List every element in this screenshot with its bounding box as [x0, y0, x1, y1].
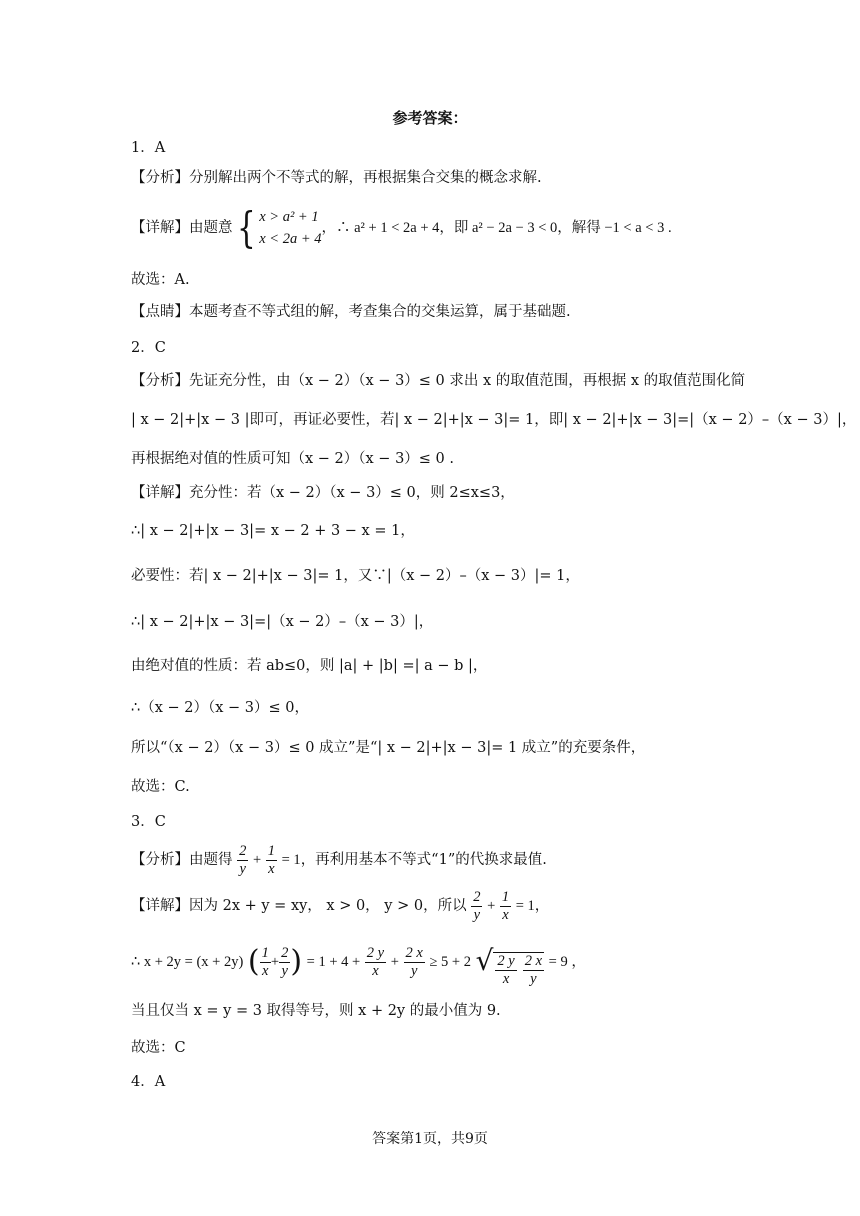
answer-2-heading: 2．C: [131, 340, 166, 356]
detail-2-step-1: ∴| x − 2|+|x − 3|= x − 2 + 3 − x = 1，: [131, 523, 415, 539]
system-row-1: x > a² + 1: [259, 209, 319, 225]
detail-2-conclusion: ∴（x − 2）（x − 3）≤ 0，: [131, 700, 309, 716]
comment-1: 【点睛】本题考查不等式组的解，考查集合的交集运算，属于基础题.: [131, 304, 571, 320]
detail-3-text: 【详解】因为 2x + y = xy， x > 0， y > 0，所以: [131, 898, 467, 914]
detail-2-property: 由绝对值的性质：若 ab≤0，则 |a| + |b| =| a − b |，: [131, 658, 488, 674]
choice-3: 故选：C: [131, 1040, 186, 1056]
detail-1: [131, 203, 672, 252]
page-title: 参考答案：: [392, 109, 468, 127]
detail-2-necessity: 必要性：若| x − 2|+|x − 3|= 1，又∵|（x − 2）–（x − 3）|= 1，: [131, 568, 580, 584]
inequality-system: [259, 206, 321, 250]
answer-4-heading: 4．A: [131, 1074, 166, 1090]
answer-1-heading: 1．A: [131, 140, 166, 156]
detail-1-rest: ，∴ a² + 1 < 2a + 4，即 a² − 2a − 3 < 0，解得 −1 < a < 3 .: [321, 220, 672, 236]
choice-2: 故选：C.: [131, 779, 190, 795]
fraction-2-over-y-c: $\frac{2}{y}$: [281, 944, 289, 979]
detail-2-step-2: ∴| x − 2|+|x − 3|=|（x − 2）–（x − 3）|，: [131, 614, 434, 630]
left-brace: {: [236, 203, 256, 252]
detail-3-equation: ∴ x + 2y = (x + 2y) ( $\frac{1}{x}$ + $\frac{2}{y}$ ) = 1 + 4 + $\frac{2 y}{x}$ + $\frac{2 x}{y}$ ≥ 5 + 2 √ $\frac{2 y}{x}$ $\frac{2 x}{y}$ = 9 ，: [131, 936, 586, 988]
detail-3-equality: 当且仅当 x = y = 3 取得等号，则 x + 2y 的最小值为 9.: [131, 1003, 501, 1019]
fraction-2-over-y-b: $\frac{2}{y}$: [473, 888, 481, 923]
fraction-1-over-x-c: $\frac{1}{x}$: [261, 944, 269, 979]
choice-1: 故选：A.: [131, 272, 190, 288]
answer-3-heading: 3．C: [131, 814, 166, 830]
equation-lhs: ∴ x + 2y = (x + 2y): [131, 954, 244, 970]
analysis-2-line-3: 再根据绝对值的性质可知（x − 2）（x − 3）≤ 0 .: [131, 451, 454, 467]
page-footer: 答案第1页，共9页: [372, 1131, 488, 1147]
fraction-1-over-x: $\frac{1}{x}$: [267, 842, 276, 877]
detail-3-line-1: 【详解】因为 2x + y = xy， x > 0， y > 0，所以 $\frac{2}{y}$ + $\frac{1}{x}$ = 1，: [131, 888, 550, 923]
fraction-2y-over-x: $\frac{2 y}{x}$: [366, 944, 385, 979]
equation-end: = 9 ，: [548, 954, 586, 970]
fraction-2-over-y: $\frac{2}{y}$: [239, 842, 247, 877]
fraction-2x-over-y: $\frac{2 x}{y}$: [405, 944, 423, 979]
detail-2-summary: 所以“（x − 2）（x − 3）≤ 0 成立”是“| x − 2|+|x − 3|= 1 成立”的充要条件，: [131, 740, 646, 756]
analysis-3-rest: ，再利用基本不等式“1”的代换求最值.: [300, 852, 547, 868]
system-row-2: x < 2a + 4: [259, 231, 322, 247]
analysis-1: 【分析】分别解出两个不等式的解，再根据集合交集的概念求解.: [131, 170, 542, 186]
analysis-3: 【分析】由题得 $\frac{2}{y}$ + $\frac{1}{x}$ = 1，再利用基本不等式“1”的代换求最值.: [131, 842, 547, 877]
equation-ge: ≥ 5 + 2: [429, 954, 471, 970]
analysis-3-prefix: 【分析】由题得: [131, 852, 233, 868]
analysis-2-line-2: | x − 2|+|x − 3 |即可，再证必要性，若| x − 2|+|x − 3|= 1，即| x − 2|+|x − 3|=|（x − 2）–（x − 3）|，: [131, 412, 857, 428]
detail-2-sufficiency: 【详解】充分性：若（x − 2）（x − 3）≤ 0，则 2≤x≤3，: [131, 485, 515, 501]
equation-mid: = 1 + 4 +: [306, 954, 361, 970]
square-root: √ $\frac{2 y}{x}$ $\frac{2 x}{y}$: [475, 944, 543, 987]
analysis-2-line-1: 【分析】先证充分性，由（x − 2）（x − 3）≤ 0 求出 x 的取值范围，再根据 x 的取值范围化简: [131, 373, 746, 389]
fraction-1-over-x-b: $\frac{1}{x}$: [501, 888, 510, 923]
detail-1-prefix: 【详解】由题意: [131, 220, 233, 236]
